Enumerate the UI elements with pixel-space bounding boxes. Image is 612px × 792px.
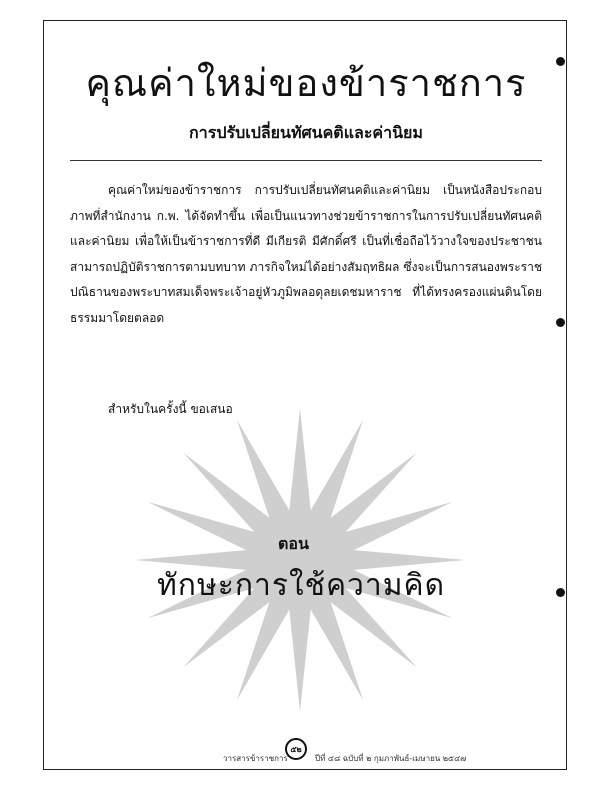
- part-title: ทักษะการใช้ความคิด: [157, 568, 446, 603]
- intro-paragraph: คุณค่าใหม่ของข้าราชการ การปรับเปลี่ยนทัศนคติและค่านิยม เป็นหนังสือประกอบภาพที่สำนักงาน ก.พ. ได้จัดทำขึ้น เพื่อเป็นแนวทางช่วยข้าราชการในการปรับเปลี่ยนทัศนคติและค่านิยม เพื่อให้เป็นข้าราชการที่ดี มีเกียรติ มีศักดิ์ศรี เป็นที่เชื่อถือไว้วางใจของประชาชน สามารถปฏิบัติราชการตามบทบาท ภารกิจใหม่ได้อย่างสัมฤทธิผล ซึ่งจะเป็นการสนองพระราชปณิธานของพระบาทสมเด็จพระเจ้าอยู่หัวภูมิพลอดุลยเดชมหาราช ที่ได้ทรงครองแผ่นดินโดยธรรมมาโดยตลอด: [70, 183, 542, 325]
- footer-issue-info: ปีที่ ๔๘ ฉบับที่ ๒ กุมภาพันธ์-เมษายน ๒๕๔๗: [315, 754, 467, 763]
- page-title: คุณค่าใหม่ของข้าราชการ: [85, 61, 527, 105]
- page-number-badge: [285, 738, 307, 760]
- page-number: ๕๒: [290, 744, 302, 754]
- page-subtitle: การปรับเปลี่ยนทัศนคติและค่านิยม: [189, 123, 423, 142]
- signoff-line: สำหรับในครั้งนี้ ขอเสนอ: [108, 402, 233, 416]
- footer-journal-name: วารสารข้าราชการ: [223, 754, 288, 763]
- starburst-shape: [135, 408, 465, 712]
- part-label: ตอน: [278, 534, 309, 553]
